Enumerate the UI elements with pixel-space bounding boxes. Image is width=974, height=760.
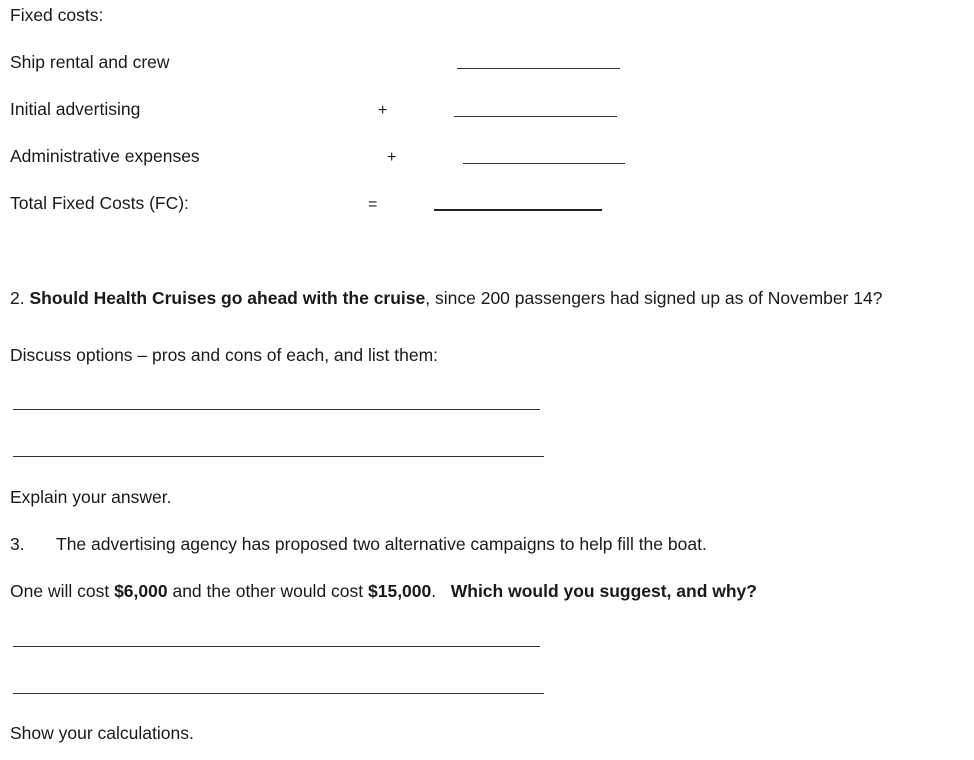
row-label-initial-advertising: Initial advertising	[10, 99, 141, 119]
discuss-options-text: Discuss options – pros and cons of each, and list them:	[10, 345, 439, 365]
answer-line-suggestion-2[interactable]	[13, 693, 544, 694]
campaign-cost-1: $6,000	[114, 581, 168, 601]
plus-operator: +	[378, 102, 388, 119]
question-2-bold-text: Should Health Cruises go ahead with the cruise	[29, 288, 426, 308]
question-2-number: 2.	[10, 288, 25, 308]
answer-line-options-2[interactable]	[13, 456, 544, 457]
row-label-administrative-expenses: Administrative expenses	[10, 146, 200, 166]
answer-line-administrative-expenses[interactable]	[463, 163, 625, 164]
show-calculations-text: Show your calculations.	[10, 723, 194, 743]
fixed-costs-heading: Fixed costs:	[10, 5, 104, 25]
answer-line-options-1[interactable]	[13, 409, 540, 410]
explain-answer-text: Explain your answer.	[10, 487, 172, 507]
cost-text-part3: .	[431, 581, 437, 601]
question-3-text: The advertising agency has proposed two alternative campaigns to help fill the boat.	[56, 534, 707, 554]
row-label-ship-rental: Ship rental and crew	[10, 52, 170, 72]
answer-line-ship-rental[interactable]	[457, 68, 620, 69]
question-3-bold-question: Which would you suggest, and why?	[450, 581, 757, 601]
cost-text-part2: and the other would cost	[167, 581, 368, 601]
plus-operator: +	[387, 149, 397, 166]
cost-text-part1: One will cost	[10, 581, 115, 601]
row-label-total-fixed-costs: Total Fixed Costs (FC):	[10, 193, 189, 213]
answer-line-total-fixed-costs[interactable]	[434, 209, 602, 211]
answer-line-suggestion-1[interactable]	[13, 646, 540, 647]
question-3-costs	[10, 581, 757, 601]
campaign-cost-2: $15,000	[368, 581, 432, 601]
answer-line-initial-advertising[interactable]	[454, 116, 617, 117]
question-3-number: 3.	[10, 534, 25, 554]
equals-operator: =	[368, 196, 378, 213]
question-2-rest-text: , since 200 passengers had signed up as of November 14?	[425, 288, 883, 308]
question-2	[10, 288, 883, 308]
